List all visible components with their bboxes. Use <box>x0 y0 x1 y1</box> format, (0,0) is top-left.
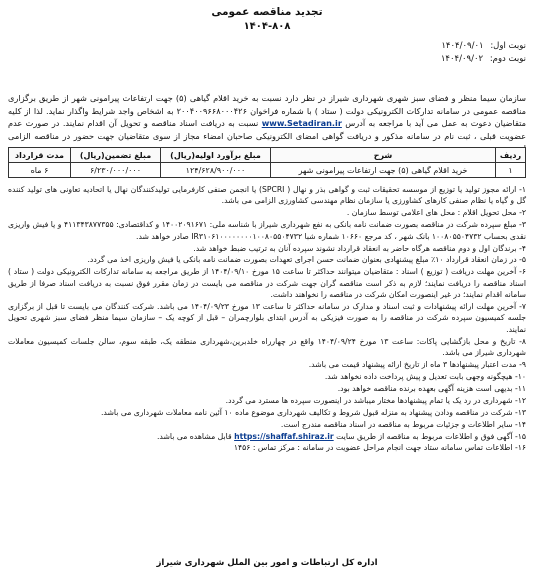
intro-text-a: سازمان سیما منظر و فضای سبز شهری شهرداری شیراز در نظر دارد نسبت به خرید اقلام گیاهی (۵) جهت ارتفاعات پیرامونی شهر از طریق برگزاری مناقصه عمومی در سامانه تدارکات الکترونیکی دولت ( ستاد ) با شماره فراخوان ۲۰۰۴۰۰۹۶۶۸۰۰۰۴۲۶ به اشخاص واجد شرایط واگذار نماید. لذا از کلیه متقاضیان دعوت به عمل می آید با مراجعه به آدرس <box>8 93 527 128</box>
cell-guarantee: ۶/۲۳۰/۰۰۰/۰۰۰ <box>71 163 161 178</box>
shaffaf-link[interactable]: https://shaffaf.shiraz.ir <box>234 431 334 441</box>
term-item: ۶- آخرین مهلت دریافت ( توزیع ) اسناد : متقاضیان میتوانند حداکثر تا ساعت ۱۵ مورخ ۱۴۰۴/۰۹/۱۰ از طریق مراجعه به سامانه تدارکات الکترونیکی دولت ( ستاد ) اسناد مناقصه را دریافت نمایند؛ لازم به ذکر است مناقصه گران جهت شرکت در مناقصه می بایست در زمان مقرر فوق نسبت به دریافت اسناد صرفا از طریق سامانه اقدام نمایند؛ در غیر اینصورت امکان شرکت در مناقصه را نخواهند داشت. <box>8 267 526 300</box>
cell-duration: ۶ ماه <box>9 163 71 178</box>
notice-title: تجدید مناقصه عمومی <box>211 6 323 18</box>
turn1-row <box>437 40 526 53</box>
tender-table <box>8 147 526 178</box>
notice-number: ۱۴۰۴-۸۰۸ <box>243 21 291 32</box>
footer-signature <box>0 557 534 570</box>
col-header-description: شرح <box>271 148 496 163</box>
turn2-label: نوبت دوم: <box>489 54 526 64</box>
term-item: ۳- مبلغ سپرده شرکت در مناقصه بصورت ضمانت نامه بانکی به نفع شهرداری شیراز با شناسه ملی: ۱۴۰۰۲۰۹۱۶۷۱ و کداقتصادی: ۴۱۱۳۴۳۸۷۷۳۵۵ و یا فیش واریزی نقدی بحساب ۱۰۰۸۰۵۵۰۴۷۳۲ بانک شهر ، کد مرجع ۱۰۶۶۰ شماره شبا IR۳۱۰۶۱۰۰۰۰۰۰۰۰۱۰۰۸۰۵۵۰۴۷۳۲ صادر خواهد شد. <box>8 220 526 241</box>
term-item-15 <box>8 431 526 442</box>
turn2-row <box>437 53 526 66</box>
term-item: ۲- محل تحویل اقلام : محل های اعلامی توسط سازمان . <box>346 208 526 218</box>
cell-row-number: ۱ <box>496 163 526 178</box>
turn2-date: ۱۴۰۴/۰۹/۰۲ <box>440 54 484 64</box>
intro-paragraph <box>8 92 526 155</box>
term-item: ۱۲- شهرداری در رد یک یا تمام پیشنهادها مختار میباشد در اینصورت سپرده ها مسترد می گردد. <box>225 395 526 405</box>
title-block <box>8 6 526 32</box>
col-header-duration: مدت قرارداد <box>9 148 71 163</box>
cell-description: خرید اقلام گیاهی (۵) جهت ارتفاعات پیرامونی شهر <box>271 163 496 178</box>
term-item: ۷- آخرین مهلت ارائه پیشنهادات و ثبت اسناد و مدارک در سامانه حداکثر تا ساعت ۱۳ مورخ ۱۴۰۴/۰۹/۲۳ می باشد. شرکت کنندگان می بایست تا قبل از برگزاری جلسه کمیسیون سپرده شرکت در مناقصه را به صورت فیزیکی به آدرس ابتدای بلوارچمران – قبل از کوچه یک – سازمان سیما منظر فضای سبز شهری تحویل نمایند. <box>8 302 526 334</box>
footer-line: اداره کل ارتباطات و امور بین الملل شهرداری شیراز <box>156 558 378 568</box>
term-item: ۵- در زمان انعقاد قرارداد ۱۰٪ مبلغ پیشنهادی بعنوان ضمانت حسن اجرای تعهدات بصورت ضمانت نامه بانکی یا فیش واریزی اخذ می گردد. <box>87 255 526 265</box>
col-header-guarantee: مبلغ تضمین(ریال) <box>71 148 161 163</box>
publication-dates <box>437 40 526 66</box>
table-header-row <box>9 148 526 163</box>
term-item: ۱۰- هیچگونه وجهی بابت تعدیل و پیش پرداخت داده نخواهد شد. <box>324 372 526 381</box>
cell-estimate: ۱۲۴/۶۲۸/۹۰۰/۰۰۰ <box>161 163 271 178</box>
term-item: ۴- برندگان اول و دوم مناقصه هرگاه حاضر به انعقاد قرارداد نشوند سپرده آنان به ترتیب ضبط خواهد شد. <box>193 243 526 253</box>
term-item: ۱۴- سایر اطلاعات و جزئیات مربوط به مناقصه در اسناد مناقصه مندرج است. <box>280 419 526 429</box>
term-item: ۱۱- بدیهی است هزینه آگهی بعهده برنده مناقصه خواهد بود. <box>337 383 526 393</box>
setadiran-link[interactable]: www.Setadiran.ir <box>261 118 342 128</box>
turn1-label: نوبت اول: <box>490 41 526 51</box>
col-header-estimate: مبلغ برآورد اولیه(ریال) <box>161 148 271 163</box>
terms-list <box>8 184 526 454</box>
table-row <box>9 163 526 178</box>
term-item: ۱۶- اطلاعات تماس سامانه ستاد جهت انجام مراحل عضویت در سامانه : مرکز تماس : ۱۴۵۶ <box>233 443 526 453</box>
term-item: ۸- تاریخ و محل بازگشایی پاکات: ساعت ۱۳ مورخ ۱۴۰۴/۰۹/۲۴ واقع در چهارراه خلدبرین،شهرداری منطقه یک، طبقه سوم، سالن جلسات کمیسیون معاملات شهرداری شیراز می باشد. <box>8 336 527 358</box>
term15-text-a: ۱۵- آگهی فوق و اطلاعات مربوط به مناقصه از طریق سایت <box>336 431 526 441</box>
term-item: ۹- مدت اعتبار پیشنهادها ۳ ماه از تاریخ ارائه پیشنهاد قیمت می باشد. <box>308 360 526 370</box>
col-header-row-number: ردیف <box>496 148 526 163</box>
intro-text-b: نسبت به دریافت اسناد مناقصه و تحویل آن اقدام نمایند. در صورت عدم عضویت قبلی ، ثبت نام در سامانه مذکور و دریافت گواهی امضای الکترونیکی صاحبان امضاء مجاز از سوی متقاضیان جهت حضور در مناقصه الزامی <box>8 118 526 141</box>
term-item: ۱۳- شرکت در مناقصه ودادن پیشنهاد به منزله قبول شروط و تکالیف شهرداری موضوع ماده ۱۰ آئین نامه معاملات شهرداری می باشد. <box>100 407 526 417</box>
term-item: ۱- ارائه مجوز تولید یا توزیع از موسسه تحقیقات ثبت و گواهی بذر و نهال ( SPCRI) یا انجمن صنفی کارفرمایی تولیدکنندگان نهال یا اتحادیه تعاونی های تولید کننده گل و گیاه یا نظام صنفی کارهای کشاورزی یا سازمان نظام مهندسی کشاورزی الزامی می باشد. <box>8 185 526 206</box>
term15-text-b: قابل مشاهده می باشد. <box>156 431 232 441</box>
turn1-date: ۱۴۰۴/۰۹/۰۱ <box>441 41 484 51</box>
